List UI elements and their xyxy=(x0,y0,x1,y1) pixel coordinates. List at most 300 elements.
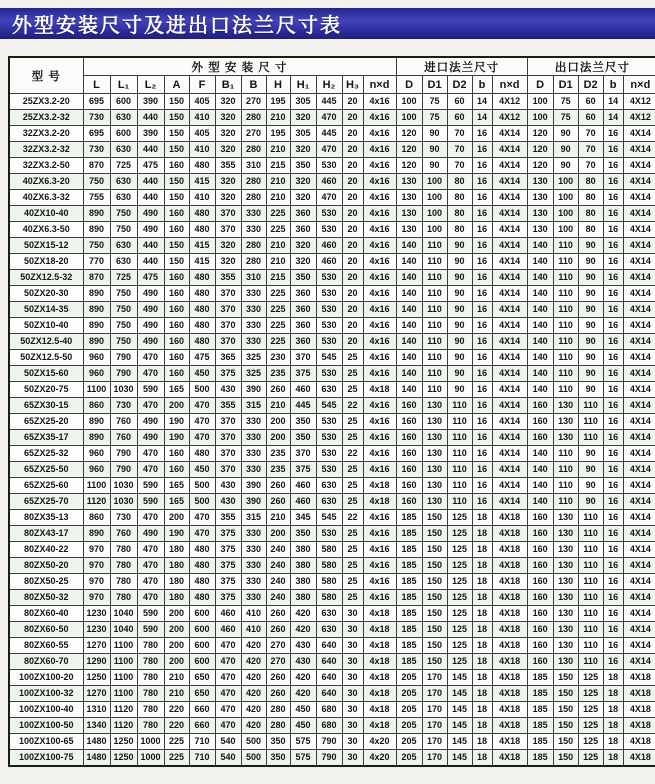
table-row xyxy=(9,526,655,542)
value-cell: 490 xyxy=(137,222,164,238)
value-cell: 18 xyxy=(472,670,492,686)
value-cell: 20 xyxy=(342,222,363,238)
value-cell: 970 xyxy=(83,558,110,574)
value-cell: 470 xyxy=(137,542,164,558)
value-cell: 4X14 xyxy=(623,622,655,638)
value-cell: 4X14 xyxy=(623,142,655,158)
value-cell: 450 xyxy=(290,718,316,734)
value-cell: 530 xyxy=(316,526,342,542)
value-cell: 16 xyxy=(472,286,492,302)
value-cell: 16 xyxy=(603,510,623,526)
value-cell: 4X14 xyxy=(492,446,527,462)
value-cell: 125 xyxy=(447,654,472,670)
value-cell: 4X18 xyxy=(492,734,527,750)
value-cell: 750 xyxy=(83,238,110,254)
value-cell: 25 xyxy=(342,350,363,366)
model-cell: 100ZX100-50 xyxy=(9,718,83,734)
value-cell: 4X14 xyxy=(623,366,655,382)
value-cell: 16 xyxy=(603,222,623,238)
value-cell: 140 xyxy=(396,366,422,382)
value-cell: 4x16 xyxy=(363,318,396,334)
value-cell: 780 xyxy=(137,638,164,654)
value-cell: 420 xyxy=(241,702,266,718)
value-cell: 600 xyxy=(189,606,215,622)
value-cell: 185 xyxy=(396,638,422,654)
value-cell: 530 xyxy=(316,206,342,222)
value-cell: 345 xyxy=(290,510,316,526)
value-cell: 4x16 xyxy=(363,590,396,606)
value-cell: 470 xyxy=(137,462,164,478)
value-cell: 18 xyxy=(472,542,492,558)
value-cell: 16 xyxy=(603,542,623,558)
value-cell: 4X14 xyxy=(623,574,655,590)
value-cell: 730 xyxy=(110,398,137,414)
value-cell: 4X14 xyxy=(623,126,655,142)
value-cell: 100 xyxy=(422,190,447,206)
value-cell: 4x16 xyxy=(363,366,396,382)
value-cell: 160 xyxy=(164,318,189,334)
value-cell: 18 xyxy=(472,654,492,670)
value-cell: 195 xyxy=(266,94,290,110)
value-cell: 18 xyxy=(603,702,623,718)
value-cell: 780 xyxy=(110,558,137,574)
value-cell: 350 xyxy=(266,734,290,750)
value-cell: 320 xyxy=(290,174,316,190)
value-cell: 440 xyxy=(137,254,164,270)
value-cell: 110 xyxy=(422,238,447,254)
value-cell: 4X18 xyxy=(623,734,655,750)
value-cell: 100 xyxy=(553,174,578,190)
value-cell: 205 xyxy=(396,718,422,734)
value-cell: 4x16 xyxy=(363,206,396,222)
value-cell: 750 xyxy=(110,286,137,302)
value-cell: 190 xyxy=(164,430,189,446)
value-cell: 18 xyxy=(472,718,492,734)
value-cell: 375 xyxy=(215,574,241,590)
value-cell: 695 xyxy=(83,126,110,142)
value-cell: 16 xyxy=(603,254,623,270)
value-cell: 475 xyxy=(189,350,215,366)
value-cell: 1100 xyxy=(110,654,137,670)
value-cell: 150 xyxy=(553,750,578,767)
value-cell: 490 xyxy=(137,430,164,446)
value-cell: 640 xyxy=(316,654,342,670)
value-cell: 480 xyxy=(189,334,215,350)
table-row xyxy=(9,462,655,478)
value-cell: 490 xyxy=(137,526,164,542)
value-cell: 150 xyxy=(164,174,189,190)
value-cell: 4x16 xyxy=(363,414,396,430)
value-cell: 130 xyxy=(553,654,578,670)
value-cell: 30 xyxy=(342,606,363,622)
column-header: b xyxy=(603,76,623,94)
value-cell: 14 xyxy=(472,110,492,126)
model-cell: 50ZX18-20 xyxy=(9,254,83,270)
value-cell: 140 xyxy=(527,462,553,478)
table-row xyxy=(9,126,655,142)
column-header: H₁ xyxy=(290,76,316,94)
value-cell: 125 xyxy=(578,686,603,702)
value-cell: 110 xyxy=(422,350,447,366)
value-cell: 110 xyxy=(447,430,472,446)
value-cell: 470 xyxy=(215,638,241,654)
value-cell: 20 xyxy=(342,270,363,286)
value-cell: 210 xyxy=(266,174,290,190)
value-cell: 4X14 xyxy=(492,222,527,238)
value-cell: 90 xyxy=(578,478,603,494)
value-cell: 890 xyxy=(83,334,110,350)
value-cell: 480 xyxy=(189,318,215,334)
value-cell: 16 xyxy=(603,558,623,574)
value-cell: 790 xyxy=(316,750,342,767)
value-cell: 4X14 xyxy=(492,382,527,398)
value-cell: 125 xyxy=(447,558,472,574)
value-cell: 890 xyxy=(83,222,110,238)
value-cell: 160 xyxy=(396,430,422,446)
value-cell: 90 xyxy=(447,286,472,302)
value-cell: 160 xyxy=(527,590,553,606)
value-cell: 18 xyxy=(472,686,492,702)
value-cell: 575 xyxy=(290,750,316,767)
value-cell: 170 xyxy=(422,750,447,767)
value-cell: 16 xyxy=(603,430,623,446)
value-cell: 160 xyxy=(164,206,189,222)
value-cell: 160 xyxy=(164,270,189,286)
value-cell: 110 xyxy=(422,254,447,270)
value-cell: 430 xyxy=(215,382,241,398)
value-cell: 16 xyxy=(603,238,623,254)
value-cell: 4x18 xyxy=(363,622,396,638)
value-cell: 580 xyxy=(316,574,342,590)
value-cell: 1100 xyxy=(110,638,137,654)
value-cell: 25 xyxy=(342,542,363,558)
group-header-outline-dims: 外 型 安 装 尺 寸 xyxy=(83,57,396,76)
value-cell: 370 xyxy=(215,414,241,430)
value-cell: 210 xyxy=(164,686,189,702)
value-cell: 480 xyxy=(189,446,215,462)
value-cell: 530 xyxy=(316,270,342,286)
value-cell: 630 xyxy=(316,478,342,494)
value-cell: 75 xyxy=(553,110,578,126)
value-cell: 185 xyxy=(396,558,422,574)
value-cell: 310 xyxy=(241,270,266,286)
value-cell: 160 xyxy=(396,478,422,494)
value-cell: 110 xyxy=(553,270,578,286)
value-cell: 390 xyxy=(241,382,266,398)
value-cell: 16 xyxy=(603,526,623,542)
value-cell: 1030 xyxy=(110,382,137,398)
value-cell: 755 xyxy=(83,190,110,206)
value-cell: 410 xyxy=(241,606,266,622)
value-cell: 330 xyxy=(241,430,266,446)
value-cell: 100 xyxy=(422,174,447,190)
value-cell: 18 xyxy=(472,558,492,574)
value-cell: 960 xyxy=(83,462,110,478)
value-cell: 215 xyxy=(266,158,290,174)
value-cell: 20 xyxy=(342,126,363,142)
value-cell: 30 xyxy=(342,638,363,654)
value-cell: 470 xyxy=(316,110,342,126)
value-cell: 80 xyxy=(578,174,603,190)
model-cell: 80ZX35-13 xyxy=(9,510,83,526)
value-cell: 370 xyxy=(290,446,316,462)
value-cell: 330 xyxy=(241,558,266,574)
value-cell: 4X14 xyxy=(492,302,527,318)
value-cell: 4X14 xyxy=(623,158,655,174)
value-cell: 415 xyxy=(189,174,215,190)
value-cell: 360 xyxy=(290,334,316,350)
value-cell: 90 xyxy=(578,254,603,270)
value-cell: 4x16 xyxy=(363,110,396,126)
value-cell: 4X14 xyxy=(492,126,527,142)
column-header: L xyxy=(83,76,110,94)
value-cell: 600 xyxy=(189,638,215,654)
value-cell: 16 xyxy=(603,318,623,334)
value-cell: 130 xyxy=(396,190,422,206)
value-cell: 22 xyxy=(342,446,363,462)
value-cell: 16 xyxy=(472,318,492,334)
value-cell: 170 xyxy=(422,718,447,734)
value-cell: 16 xyxy=(603,494,623,510)
value-cell: 125 xyxy=(447,574,472,590)
value-cell: 90 xyxy=(578,366,603,382)
value-cell: 4x16 xyxy=(363,158,396,174)
value-cell: 140 xyxy=(527,382,553,398)
value-cell: 16 xyxy=(472,126,492,142)
column-header: L₁ xyxy=(110,76,137,94)
value-cell: 140 xyxy=(527,254,553,270)
value-cell: 4x18 xyxy=(363,638,396,654)
spec-table xyxy=(8,56,655,767)
value-cell: 330 xyxy=(241,222,266,238)
value-cell: 110 xyxy=(578,638,603,654)
value-cell: 215 xyxy=(266,270,290,286)
value-cell: 110 xyxy=(422,270,447,286)
value-cell: 280 xyxy=(241,190,266,206)
value-cell: 140 xyxy=(527,446,553,462)
value-cell: 110 xyxy=(578,558,603,574)
value-cell: 16 xyxy=(603,366,623,382)
value-cell: 125 xyxy=(578,750,603,767)
value-cell: 430 xyxy=(215,478,241,494)
value-cell: 630 xyxy=(316,494,342,510)
value-cell: 430 xyxy=(215,494,241,510)
value-cell: 130 xyxy=(553,398,578,414)
value-cell: 320 xyxy=(215,238,241,254)
value-cell: 185 xyxy=(527,670,553,686)
table-body xyxy=(9,94,655,767)
value-cell: 470 xyxy=(137,446,164,462)
value-cell: 25 xyxy=(342,382,363,398)
value-cell: 100 xyxy=(553,190,578,206)
value-cell: 430 xyxy=(290,654,316,670)
column-header: b xyxy=(472,76,492,94)
value-cell: 16 xyxy=(472,366,492,382)
value-cell: 370 xyxy=(215,206,241,222)
model-cell: 65ZX30-15 xyxy=(9,398,83,414)
value-cell: 780 xyxy=(110,542,137,558)
value-cell: 890 xyxy=(83,526,110,542)
value-cell: 18 xyxy=(603,686,623,702)
value-cell: 355 xyxy=(215,510,241,526)
value-cell: 70 xyxy=(578,126,603,142)
column-header: D2 xyxy=(447,76,472,94)
table-row xyxy=(9,334,655,350)
model-cell: 100ZX100-75 xyxy=(9,750,83,767)
table-head xyxy=(9,57,655,94)
value-cell: 16 xyxy=(472,462,492,478)
value-cell: 4X14 xyxy=(623,318,655,334)
value-cell: 4X14 xyxy=(623,414,655,430)
value-cell: 530 xyxy=(316,302,342,318)
value-cell: 960 xyxy=(83,366,110,382)
value-cell: 420 xyxy=(241,638,266,654)
value-cell: 20 xyxy=(342,334,363,350)
value-cell: 16 xyxy=(472,158,492,174)
table-row xyxy=(9,686,655,702)
value-cell: 710 xyxy=(189,734,215,750)
value-cell: 4X14 xyxy=(623,206,655,222)
model-cell: 50ZX15-12 xyxy=(9,238,83,254)
value-cell: 210 xyxy=(266,190,290,206)
value-cell: 370 xyxy=(215,430,241,446)
value-cell: 110 xyxy=(553,350,578,366)
value-cell: 125 xyxy=(578,702,603,718)
value-cell: 16 xyxy=(603,382,623,398)
value-cell: 460 xyxy=(215,622,241,638)
value-cell: 4X18 xyxy=(492,670,527,686)
table-row xyxy=(9,398,655,414)
value-cell: 4x16 xyxy=(363,510,396,526)
value-cell: 4X12 xyxy=(492,94,527,110)
value-cell: 470 xyxy=(137,558,164,574)
value-cell: 160 xyxy=(527,430,553,446)
value-cell: 100 xyxy=(527,110,553,126)
value-cell: 90 xyxy=(578,286,603,302)
value-cell: 310 xyxy=(241,158,266,174)
value-cell: 25 xyxy=(342,574,363,590)
value-cell: 110 xyxy=(422,302,447,318)
value-cell: 110 xyxy=(578,606,603,622)
value-cell: 110 xyxy=(447,478,472,494)
value-cell: 16 xyxy=(603,142,623,158)
value-cell: 890 xyxy=(83,430,110,446)
value-cell: 4X18 xyxy=(492,622,527,638)
value-cell: 630 xyxy=(110,254,137,270)
value-cell: 4X18 xyxy=(492,702,527,718)
value-cell: 225 xyxy=(266,334,290,350)
value-cell: 330 xyxy=(241,302,266,318)
group-header-inlet-flange: 进口法兰尺寸 xyxy=(396,57,527,76)
value-cell: 490 xyxy=(137,318,164,334)
table-row xyxy=(9,414,655,430)
value-cell: 4X14 xyxy=(492,318,527,334)
value-cell: 280 xyxy=(241,238,266,254)
column-header: H₃ xyxy=(342,76,363,94)
value-cell: 460 xyxy=(215,606,241,622)
value-cell: 500 xyxy=(189,478,215,494)
value-cell: 25 xyxy=(342,430,363,446)
value-cell: 750 xyxy=(110,206,137,222)
value-cell: 1250 xyxy=(83,670,110,686)
value-cell: 375 xyxy=(215,558,241,574)
value-cell: 160 xyxy=(164,302,189,318)
value-cell: 4X18 xyxy=(492,574,527,590)
value-cell: 695 xyxy=(83,94,110,110)
table-row xyxy=(9,238,655,254)
value-cell: 25 xyxy=(342,478,363,494)
value-cell: 780 xyxy=(110,574,137,590)
value-cell: 90 xyxy=(447,382,472,398)
table-row xyxy=(9,190,655,206)
value-cell: 16 xyxy=(603,286,623,302)
value-cell: 370 xyxy=(215,334,241,350)
value-cell: 470 xyxy=(215,654,241,670)
value-cell: 4X18 xyxy=(623,670,655,686)
value-cell: 130 xyxy=(553,590,578,606)
value-cell: 90 xyxy=(578,334,603,350)
value-cell: 130 xyxy=(396,174,422,190)
value-cell: 350 xyxy=(290,430,316,446)
value-cell: 140 xyxy=(527,270,553,286)
value-cell: 390 xyxy=(137,94,164,110)
value-cell: 330 xyxy=(241,334,266,350)
value-cell: 125 xyxy=(578,670,603,686)
value-cell: 110 xyxy=(422,334,447,350)
value-cell: 420 xyxy=(290,686,316,702)
value-cell: 770 xyxy=(83,254,110,270)
value-cell: 450 xyxy=(290,702,316,718)
value-cell: 760 xyxy=(110,414,137,430)
value-cell: 240 xyxy=(266,558,290,574)
value-cell: 20 xyxy=(342,94,363,110)
value-cell: 460 xyxy=(290,382,316,398)
value-cell: 200 xyxy=(164,622,189,638)
value-cell: 375 xyxy=(290,462,316,478)
value-cell: 500 xyxy=(189,494,215,510)
value-cell: 545 xyxy=(316,398,342,414)
value-cell: 890 xyxy=(83,206,110,222)
value-cell: 16 xyxy=(603,622,623,638)
value-cell: 4X12 xyxy=(623,110,655,126)
value-cell: 4X14 xyxy=(623,446,655,462)
value-cell: 200 xyxy=(164,510,189,526)
value-cell: 110 xyxy=(578,430,603,446)
value-cell: 110 xyxy=(553,318,578,334)
value-cell: 150 xyxy=(422,654,447,670)
value-cell: 480 xyxy=(189,206,215,222)
value-cell: 530 xyxy=(316,414,342,430)
value-cell: 590 xyxy=(137,622,164,638)
table-row xyxy=(9,574,655,590)
value-cell: 580 xyxy=(316,542,342,558)
value-cell: 22 xyxy=(342,510,363,526)
value-cell: 140 xyxy=(396,270,422,286)
value-cell: 1100 xyxy=(110,670,137,686)
value-cell: 460 xyxy=(290,494,316,510)
value-cell: 4X14 xyxy=(623,478,655,494)
value-cell: 160 xyxy=(164,158,189,174)
value-cell: 100 xyxy=(396,94,422,110)
value-cell: 4x16 xyxy=(363,574,396,590)
value-cell: 1310 xyxy=(83,702,110,718)
value-cell: 630 xyxy=(110,174,137,190)
value-cell: 270 xyxy=(241,94,266,110)
value-cell: 600 xyxy=(110,94,137,110)
value-cell: 260 xyxy=(266,382,290,398)
value-cell: 220 xyxy=(164,718,189,734)
value-cell: 460 xyxy=(316,238,342,254)
